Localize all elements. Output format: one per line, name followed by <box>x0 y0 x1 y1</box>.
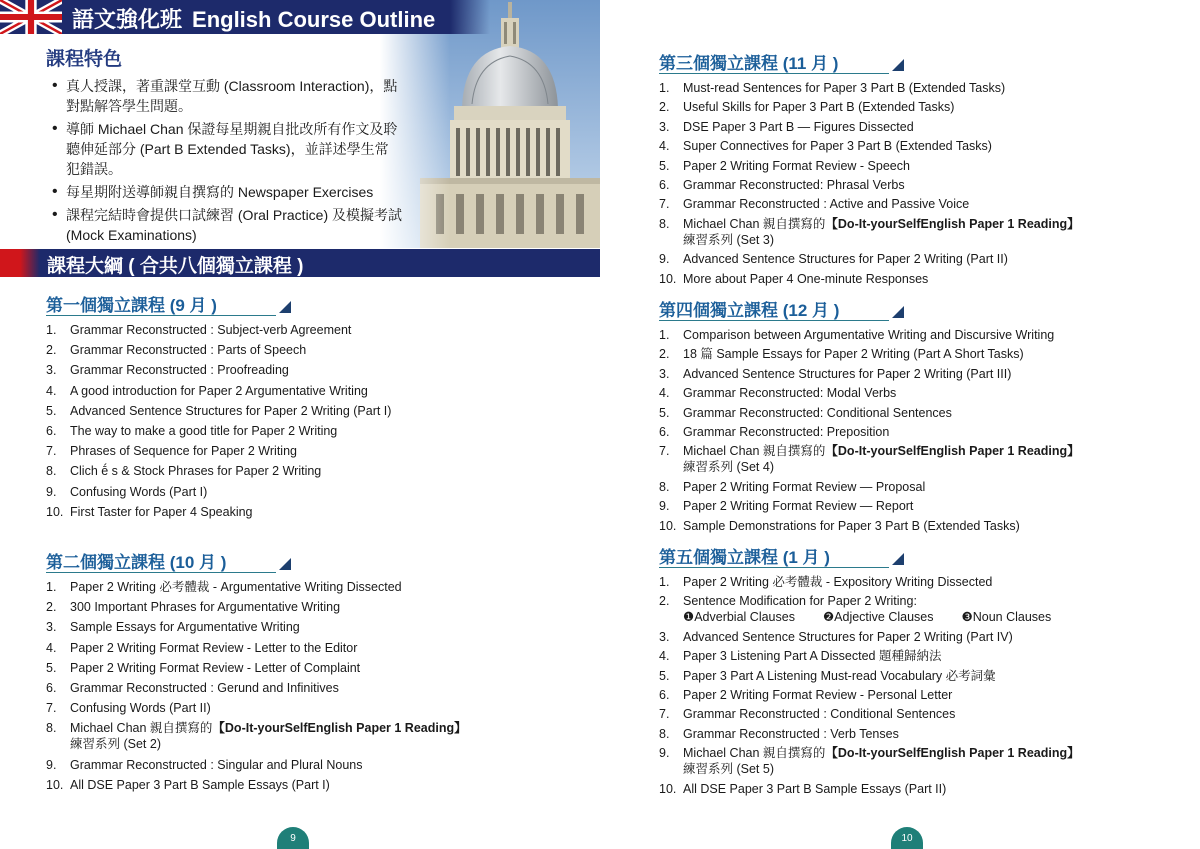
item-number: 8. <box>46 464 57 479</box>
list-item <box>659 668 1200 684</box>
list-item <box>659 385 1200 401</box>
list-item <box>46 579 606 595</box>
item-text: Michael Chan 親自撰寫的 <box>683 444 826 459</box>
item-number: 8. <box>659 726 670 741</box>
course-5-header <box>659 543 1200 571</box>
list-item <box>659 119 1200 135</box>
item-text: Grammar Reconstructed : Gerund and Infinitives <box>70 680 339 695</box>
item-number: 2. <box>659 100 670 115</box>
item-text: Michael Chan 親自撰寫的 <box>683 746 826 761</box>
list-item <box>659 574 1200 590</box>
item-text: Grammar Reconstructed : Subject-verb Agreement <box>70 323 352 337</box>
item-text: All DSE Paper 3 Part B Sample Essays (Part I) <box>70 777 330 792</box>
features-heading: 課程特色 <box>46 49 123 70</box>
triangle-marker-icon <box>279 301 291 313</box>
item-number: 2. <box>659 594 670 609</box>
item-number: 8. <box>659 479 670 494</box>
item-number: 3. <box>46 363 57 378</box>
list-item <box>659 177 1200 193</box>
item-number: 10. <box>659 518 677 533</box>
list-item <box>659 726 1200 742</box>
list-item <box>46 660 606 676</box>
triangle-marker-icon <box>892 553 904 565</box>
item-number: 4. <box>659 386 670 401</box>
clause-adjective: ❷Adjective Clauses <box>822 610 934 625</box>
item-number: 3. <box>46 620 57 635</box>
item-text: Grammar Reconstructed : Verb Tenses <box>683 726 899 741</box>
list-item <box>46 322 606 338</box>
list-item <box>46 383 606 399</box>
item-number: 3. <box>659 366 670 381</box>
list-item <box>46 423 606 439</box>
list-item <box>46 640 606 656</box>
course-4-list <box>659 327 1200 534</box>
feature-item: • 真人授課，著重課堂互動 (Classroom Interaction)，點對點解答學生問題。 <box>52 76 402 116</box>
header-banner-fade <box>450 0 490 34</box>
item-text: All DSE Paper 3 Part B Sample Essays (Part II) <box>683 781 947 796</box>
feature-item: • 導師 Michael Chan 保證每星期親自批改所有作文及聆聽伸延部分 (Part B Extended Tasks)，並詳述學生常犯錯誤。 <box>52 119 402 179</box>
course-1-header <box>46 291 606 319</box>
item-number: 6. <box>659 424 670 439</box>
course-1-list <box>46 322 606 520</box>
item-text: Paper 2 Writing 必考體裁 - Expository Writing Dissected <box>683 575 993 589</box>
list-item <box>659 158 1200 174</box>
course-2-list <box>46 579 606 793</box>
item-text: Clich ḗ s & Stock Phrases for Paper 2 Writing <box>70 464 322 479</box>
item-number: 7. <box>659 444 670 459</box>
course-underline <box>46 315 276 316</box>
item-number: 10. <box>659 781 677 796</box>
list-item <box>46 757 606 773</box>
item-number: 5. <box>659 405 670 420</box>
list-item <box>659 498 1200 514</box>
item-number: 10. <box>46 504 64 519</box>
item-text: DSE Paper 3 Part B — Figures Dissected <box>683 119 914 134</box>
item-number: 5. <box>46 660 57 675</box>
item-number: 7. <box>659 197 670 212</box>
item-text: Must-read Sentences for Paper 3 Part B (Extended Tasks) <box>683 81 1006 95</box>
item-number: 1. <box>46 323 57 337</box>
list-item <box>46 777 606 793</box>
item-number: 10. <box>46 777 64 792</box>
course-2-title: 第二個獨立課程 (10 月 ) <box>46 553 227 572</box>
item-text: Paper 2 Writing Format Review — Report <box>683 499 914 514</box>
item-text: Confusing Words (Part I) <box>70 484 208 499</box>
item-text: Grammar Reconstructed: Conditional Sentences <box>683 405 952 420</box>
item-text: Paper 3 Listening Part A Dissected 題種歸納法 <box>683 649 942 664</box>
cathedral-photo <box>380 0 600 248</box>
list-item <box>46 443 606 459</box>
item-number: 6. <box>659 687 670 702</box>
item-number: 5. <box>659 668 670 683</box>
item-text: Grammar Reconstructed : Active and Passive Voice <box>683 197 970 212</box>
features-list <box>52 76 402 248</box>
item-text: Useful Skills for Paper 3 Part B (Extended Tasks) <box>683 100 955 115</box>
item-text: Paper 2 Writing Format Review — Proposal <box>683 479 926 494</box>
item-number: 5. <box>659 158 670 173</box>
item-text: Michael Chan 親自撰寫的 <box>683 216 826 231</box>
union-jack-flag-icon <box>0 0 62 34</box>
course-2 <box>46 548 606 797</box>
item-text: Advanced Sentence Structures for Paper 2 Writing (Part I) <box>70 403 392 418</box>
item-text: 18 篇 Sample Essays for Paper 2 Writing (Part A Short Tasks) <box>683 347 1024 362</box>
item-text: Paper 2 Writing Format Review - Speech <box>683 158 910 173</box>
item-text: Grammar Reconstructed: Preposition <box>683 424 890 439</box>
course-4 <box>659 296 1200 537</box>
item-text: Paper 2 Writing Format Review - Letter of Complaint <box>70 660 361 675</box>
item-number: 9. <box>46 484 57 499</box>
item-number: 8. <box>659 216 670 231</box>
feature-item: • 課程完結時會提供口試練習 (Oral Practice) 及模擬考試 (Mock Examinations) <box>52 205 402 245</box>
course-underline <box>659 320 889 321</box>
list-item <box>659 327 1200 343</box>
course-4-title: 第四個獨立課程 (12 月 ) <box>659 301 840 320</box>
list-item <box>659 781 1200 797</box>
course-3-header <box>659 49 1200 77</box>
list-item <box>46 403 606 419</box>
list-item <box>659 138 1200 154</box>
item-text: 練習系列 (Set 2) <box>70 737 161 752</box>
item-text: 練習系列 (Set 5) <box>683 762 774 777</box>
course-3-title: 第三個獨立課程 (11 月 ) <box>659 54 839 73</box>
item-number: 2. <box>46 600 57 615</box>
item-number: 2. <box>659 347 670 362</box>
list-item <box>46 619 606 635</box>
list-item <box>46 680 606 696</box>
item-number: 6. <box>46 680 57 695</box>
list-item <box>659 99 1200 115</box>
item-text: Advanced Sentence Structures for Paper 2 Writing (Part IV) <box>683 629 1013 644</box>
list-item <box>659 366 1200 382</box>
course-1 <box>46 291 606 524</box>
item-number: 1. <box>46 580 57 594</box>
list-item <box>659 629 1200 645</box>
outline-red-accent <box>0 249 40 277</box>
item-text: Michael Chan 親自撰寫的 <box>70 721 213 736</box>
list-item <box>46 504 606 520</box>
list-item <box>659 518 1200 534</box>
item-text: 練習系列 (Set 3) <box>683 232 774 247</box>
item-number: 6. <box>659 177 670 192</box>
item-number: 9. <box>659 252 670 267</box>
page-title-zh: 語文強化班 <box>72 7 183 32</box>
item-number: 7. <box>659 707 670 722</box>
feature-item: • 每星期附送導師親自撰寫的 Newspaper Exercises <box>52 182 402 202</box>
item-text: Paper 3 Part A Listening Must-read Vocabulary 必考詞彙 <box>683 668 996 683</box>
list-item <box>659 443 1200 475</box>
item-number: 4. <box>46 640 57 655</box>
item-number: 9. <box>659 746 670 761</box>
item-text: Paper 2 Writing Format Review - Personal Letter <box>683 687 953 702</box>
course-underline <box>659 73 889 74</box>
outline-heading-bar <box>0 249 600 277</box>
item-text: Advanced Sentence Structures for Paper 2 Writing (Part II) <box>683 252 1008 267</box>
list-item <box>659 593 1200 625</box>
item-text: Grammar Reconstructed: Modal Verbs <box>683 386 897 401</box>
list-item <box>46 599 606 615</box>
item-number: 7. <box>46 701 57 716</box>
item-number: 9. <box>659 499 670 514</box>
list-item <box>659 648 1200 664</box>
list-item <box>659 745 1200 777</box>
item-text: Sentence Modification for Paper 2 Writing: <box>683 594 917 609</box>
item-text-bold: 【Do-It-yourSelfEnglish Paper 1 Reading】 <box>212 721 467 736</box>
item-number: 3. <box>659 629 670 644</box>
list-item <box>46 342 606 358</box>
course-4-header <box>659 296 1200 324</box>
course-5-list <box>659 574 1200 797</box>
item-number: 1. <box>659 81 670 95</box>
item-number: 10. <box>659 271 677 286</box>
list-item <box>46 484 606 500</box>
item-number: 2. <box>46 343 57 358</box>
right-page <box>600 0 1200 849</box>
item-number: 4. <box>659 649 670 664</box>
list-item <box>46 700 606 716</box>
item-text: Confusing Words (Part II) <box>70 701 211 716</box>
item-number: 4. <box>46 383 57 398</box>
list-item <box>659 346 1200 362</box>
course-5-title: 第五個獨立課程 (1 月 ) <box>659 548 830 567</box>
item-text: Paper 2 Writing 必考體裁 - Argumentative Writing Dissected <box>70 580 402 594</box>
item-text: 300 Important Phrases for Argumentative Writing <box>70 600 341 615</box>
course-2-header <box>46 548 606 576</box>
list-item <box>659 271 1200 287</box>
list-item <box>46 463 606 479</box>
item-text: First Taster for Paper 4 Speaking <box>70 504 253 519</box>
list-item <box>659 424 1200 440</box>
item-text-bold: 【Do-It-yourSelfEnglish Paper 1 Reading】 <box>825 216 1080 231</box>
course-1-title: 第一個獨立課程 (9 月 ) <box>46 296 217 315</box>
item-text: Phrases of Sequence for Paper 2 Writing <box>70 444 297 459</box>
item-number: 1. <box>659 575 670 589</box>
triangle-marker-icon <box>892 59 904 71</box>
item-text: Comparison between Argumentative Writing and Discursive Writing <box>683 328 1055 342</box>
course-3-list <box>659 80 1200 287</box>
clause-types <box>683 609 1200 625</box>
clause-noun: ❸Noun Clauses <box>961 610 1052 625</box>
page-number: 10 <box>891 827 923 849</box>
item-number: 3. <box>659 119 670 134</box>
outline-heading: 課程大綱 ( 合共八個獨立課程 ) <box>47 256 304 277</box>
list-item <box>659 251 1200 267</box>
item-number: 4. <box>659 139 670 154</box>
item-text: The way to make a good title for Paper 2 Writing <box>70 423 338 438</box>
clause-adverbial: ❶Adverbial Clauses <box>683 610 795 625</box>
item-text-bold: 【Do-It-yourSelfEnglish Paper 1 Reading】 <box>825 444 1080 459</box>
item-text: Advanced Sentence Structures for Paper 2 Writing (Part III) <box>683 366 1012 381</box>
course-3 <box>659 49 1200 290</box>
item-text: Sample Demonstrations for Paper 3 Part B (Extended Tasks) <box>683 518 1020 533</box>
item-text: Sample Essays for Argumentative Writing <box>70 620 300 635</box>
page-number: 9 <box>277 827 309 849</box>
item-text: Grammar Reconstructed : Singular and Plural Nouns <box>70 757 363 772</box>
list-item <box>46 720 606 752</box>
item-number: 8. <box>46 721 57 736</box>
list-item <box>659 80 1200 96</box>
list-item <box>659 216 1200 248</box>
item-text-bold: 【Do-It-yourSelfEnglish Paper 1 Reading】 <box>825 746 1080 761</box>
item-text: Grammar Reconstructed: Phrasal Verbs <box>683 177 905 192</box>
item-number: 1. <box>659 328 670 342</box>
item-text: Super Connectives for Paper 3 Part B (Extended Tasks) <box>683 139 992 154</box>
item-number: 6. <box>46 423 57 438</box>
list-item <box>46 362 606 378</box>
item-number: 5. <box>46 403 57 418</box>
item-text: Grammar Reconstructed : Parts of Speech <box>70 343 307 358</box>
list-item <box>659 706 1200 722</box>
course-underline <box>659 567 889 568</box>
item-text: Paper 2 Writing Format Review - Letter to the Editor <box>70 640 358 655</box>
page-title <box>72 3 435 34</box>
list-item <box>659 405 1200 421</box>
item-number: 9. <box>46 757 57 772</box>
list-item <box>659 196 1200 212</box>
page-title-en: English Course Outline <box>192 7 436 32</box>
item-text: 練習系列 (Set 4) <box>683 460 774 475</box>
list-item <box>659 479 1200 495</box>
item-text: Grammar Reconstructed : Proofreading <box>70 363 289 378</box>
course-underline <box>46 572 276 573</box>
item-number: 7. <box>46 444 57 459</box>
item-text: Grammar Reconstructed : Conditional Sentences <box>683 707 956 722</box>
course-5 <box>659 543 1200 800</box>
triangle-marker-icon <box>279 558 291 570</box>
item-text: More about Paper 4 One-minute Responses <box>683 271 929 286</box>
list-item <box>659 687 1200 703</box>
item-text: A good introduction for Paper 2 Argumentative Writing <box>70 383 368 398</box>
triangle-marker-icon <box>892 306 904 318</box>
